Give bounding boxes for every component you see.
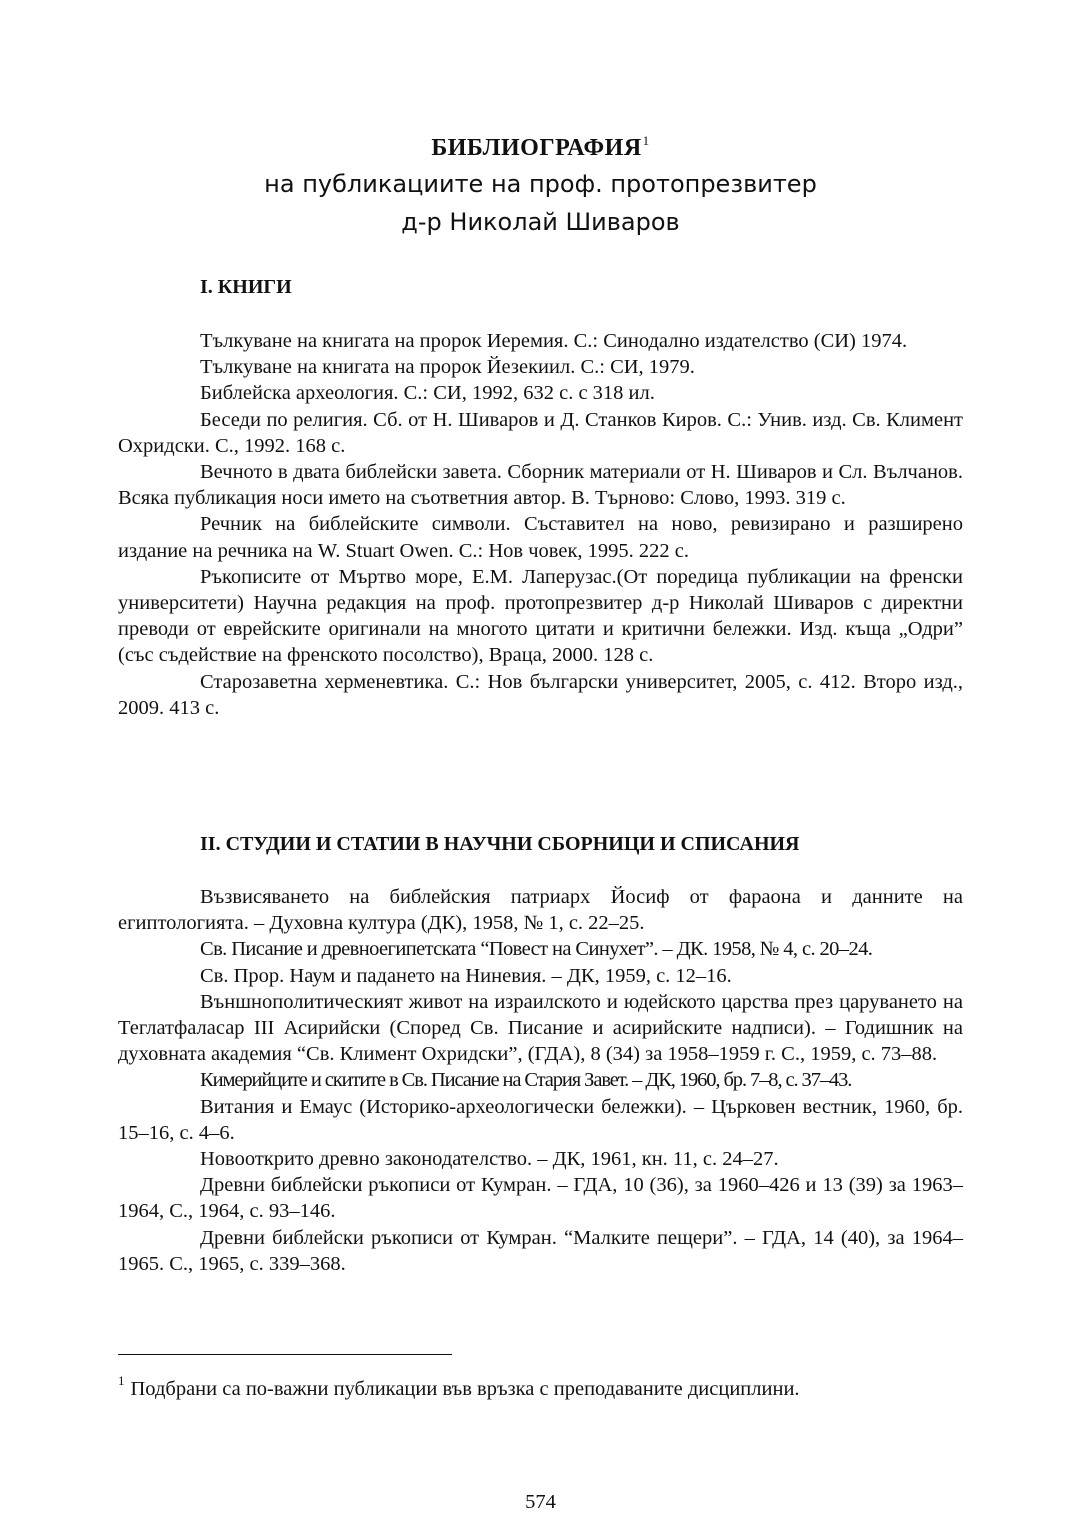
footnote-text: Подбрани са по-важни публикации във връзка с преподаваните дисциплини. [130, 1378, 800, 1400]
book-entry: Старозаветна херменевтика. С.: Нов български университет, 2005, с. 412. Второ изд., 2009. 413 с. [118, 670, 963, 719]
study-entry: Древни библейски ръкописи от Кумран. – ГДА, 10 (36), за 1960–426 и 13 (39) за 1963–1964, С., 1964, с. 93–146. [118, 1174, 963, 1223]
page-title [118, 124, 963, 165]
footnote-marker: 1 [118, 1373, 125, 1388]
title-block [118, 124, 963, 241]
page-number: 574 [525, 1491, 556, 1513]
study-entry: Витания и Емаус (Историко-археологически бележки). – Църковен вестник, 1960, бр. 15–16, с. 4–6. [118, 1095, 963, 1144]
book-entry: Речник на библейските символи. Съставител на ново, ревизирано и разширено издание на речника на W. Stuart Owen. С.: Нов човек, 1995. 222 с. [118, 513, 963, 562]
footnote [118, 1368, 800, 1402]
study-entry: Възвисяването на библейския патриарх Йосиф от фараона и данните на египтологията. – Духовна култура (ДК), 1958, № 1, с. 22–25. [118, 886, 963, 935]
section-heading-studies: II. СТУДИИ И СТАТИИ В НАУЧНИ СБОРНИЦИ И СПИСАНИЯ [200, 833, 800, 855]
book-entry: Библейска археология. С.: СИ, 1992, 632 с. с 318 ил. [200, 382, 655, 405]
footnote-divider [118, 1354, 452, 1355]
section-heading-books: I. КНИГИ [200, 276, 292, 298]
books-list [118, 328, 963, 721]
book-entry: Тълкуване на книгата на пророк Иеремия. С.: Синодално издателство (СИ) 1974. [200, 330, 908, 352]
book-entry: Беседи по религия. Сб. от Н. Шиваров и Д. Станков Киров. С.: Унив. изд. Св. Климент Охридски. С., 1992. 168 с. [118, 408, 963, 457]
book-entry: Вечното в двата библейски завета. Сборник материали от Н. Шиваров и Сл. Вълчанов. Всяка публикация носи името на съответния автор. В. Търново: Слово, 1993. 319 с. [118, 461, 963, 510]
document-page [118, 0, 963, 1536]
title-text: БИБЛИОГРАФИЯ [431, 135, 642, 161]
book-entry: Тълкуване на книгата на пророк Йезекиил. С.: СИ, 1979. [200, 356, 695, 379]
book-entry: Ръкописите от Мъртво море, Е.М. Лаперузас.(От поредица публикации на френски университети) Научна редакция на проф. протопрезвитер д-р Николай Шиваров с директни преводи от еврейските оригинали на многото цитати и критични бележки. Изд. къща „Одри” (със съдействие на френското посолство), Враца, 2000. 128 с. [118, 565, 963, 667]
study-entry: Кимерийците и скитите в Св. Писание на Стария Завет. – ДК, 1960, бр. 7–8, с. 37–43. [200, 1069, 852, 1092]
title-footnote-marker: 1 [642, 133, 650, 148]
title-subtitle-line-1: на публикациите на проф. протопрезвитер [264, 170, 817, 198]
study-entry: Външнополитическият живот на израилското и юдейското царства през царуването на Теглатфаласар III Асирийски (Според Св. Писание и асирийските надписи). – Годишник на духовната академия “Св. Климент Охридски”, (ГДА), 8 (34) за 1958–1959 г. С., 1959, с. 73–88. [118, 990, 963, 1066]
title-subtitle-line-2: д-р Николай Шиваров [401, 208, 680, 236]
study-entry: Древни библейски ръкописи от Кумран. “Малките пещери”. – ГДА, 14 (40), за 1964–1965. С., 1965, с. 339–368. [118, 1226, 963, 1275]
study-entry: Новооткрито древно законодателство. – ДК, 1961, кн. 11, с. 24–27. [200, 1148, 779, 1171]
study-entry: Св. Писание и древноегипетската “Повест на Синухет”. – ДК. 1958, № 4, с. 20–24. [200, 938, 873, 961]
studies-list [118, 884, 963, 1277]
study-entry: Св. Прор. Наум и падането на Ниневия. – ДК, 1959, с. 12–16. [200, 964, 732, 987]
